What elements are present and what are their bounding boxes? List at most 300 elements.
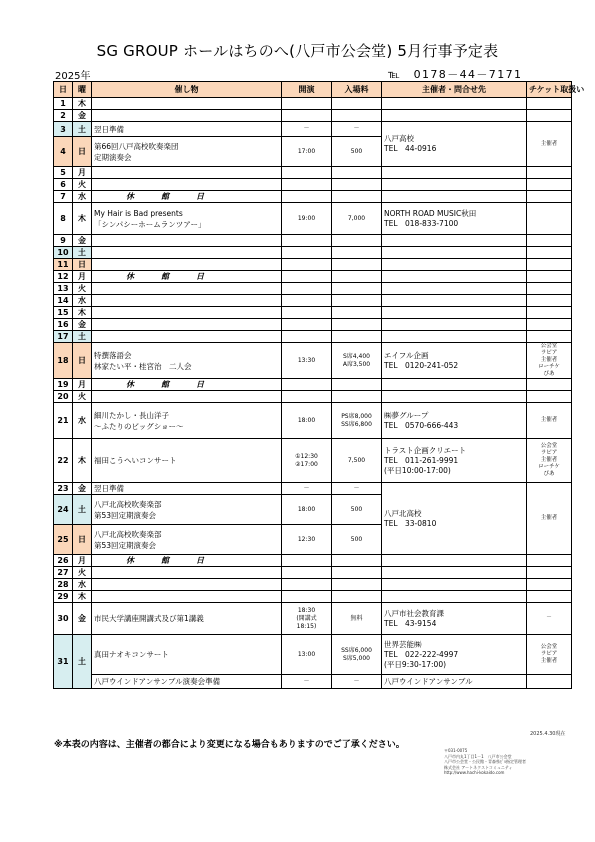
ticket-cell (527, 259, 572, 271)
event-cell-line: 八戸北高校吹奏楽部 (94, 529, 162, 539)
closed-label: 休館日 (92, 555, 282, 567)
weekday-cell: 火 (73, 179, 92, 191)
day-cell: 19 (54, 379, 73, 391)
admission-cell (332, 439, 382, 483)
organizer-cell-line: TEL 011-261-9991 (384, 455, 459, 465)
admission-cell (332, 98, 382, 110)
table-row (54, 235, 572, 247)
day-cell: 9 (54, 235, 73, 247)
header-event: 催し物 (92, 82, 282, 98)
venue-phone: ℡ 0178－44－7171 (388, 68, 523, 81)
ticket-cell (527, 343, 572, 379)
table-row (54, 191, 572, 203)
day-cell: 11 (54, 259, 73, 271)
start-time-cell-line: (開講式 (296, 614, 317, 622)
start-time-cell (282, 603, 332, 635)
header-admission: 入場料 (332, 82, 382, 98)
day-cell: 1 (54, 98, 73, 110)
ticket-cell-line: 主催者 (540, 457, 558, 463)
admission-cell (332, 122, 382, 137)
event-cell-line: ～ふたりのビッグショー～ (94, 421, 184, 431)
event-cell (92, 525, 282, 555)
event-cell-line: 定期演奏会 (94, 152, 132, 162)
day-cell: 15 (54, 307, 73, 319)
weekday-cell: 日 (73, 137, 92, 167)
ticket-cell-line: 主催者 (540, 417, 558, 423)
event-cell (92, 603, 282, 635)
start-time-cell (282, 259, 332, 271)
organizer-cell (382, 675, 527, 689)
weekday-cell: 水 (73, 403, 92, 439)
admission-cell (332, 495, 382, 525)
admission-cell (332, 555, 382, 567)
organizer-cell (382, 319, 527, 331)
admission-cell-line: － (353, 677, 360, 685)
table-row (54, 579, 572, 591)
header-day: 日 (54, 82, 73, 98)
organizer-cell (382, 191, 527, 203)
event-cell-line: 真田ナオキコンサート (94, 650, 169, 659)
start-time-cell (282, 331, 332, 343)
weekday-cell: 土 (73, 635, 92, 689)
start-time-cell (282, 483, 332, 495)
event-cell-line: 福田こうへいコンサート (94, 456, 177, 465)
day-cell: 26 (54, 555, 73, 567)
organizer-cell (382, 203, 527, 235)
organizer-cell-line: (平日9:30-17:00) (384, 659, 447, 669)
admission-cell-line: SS席6,800 (341, 420, 372, 428)
start-time-cell (282, 319, 332, 331)
organizer-cell (382, 603, 527, 635)
ticket-cell-line: 主催者 (540, 140, 558, 147)
start-time-cell (282, 555, 332, 567)
header-weekday: 曜 (73, 82, 92, 98)
day-cell: 22 (54, 439, 73, 483)
start-time-cell (282, 137, 332, 167)
weekday-cell: 木 (73, 98, 92, 110)
start-time-cell (282, 191, 332, 203)
day-cell: 17 (54, 331, 73, 343)
weekday-cell: 金 (73, 319, 92, 331)
organizer-cell (382, 167, 527, 179)
admission-cell-line: A席3,500 (342, 360, 371, 368)
event-cell (92, 259, 282, 271)
start-time-cell (282, 379, 332, 391)
header-organizer: 主催者・問合せ先 (382, 82, 527, 98)
start-time-cell (282, 167, 332, 179)
event-cell (92, 403, 282, 439)
start-time-cell (282, 247, 332, 259)
admission-cell (332, 319, 382, 331)
start-time-cell-line: － (303, 677, 310, 685)
admission-cell (332, 403, 382, 439)
table-row (54, 98, 572, 110)
closed-label: 休館日 (92, 379, 282, 391)
table-row (54, 675, 572, 689)
organizer-cell (382, 591, 527, 603)
start-time-cell (282, 675, 332, 689)
admission-cell-line: S席5,000 (343, 654, 370, 662)
organizer-cell (382, 283, 527, 295)
event-cell (92, 331, 282, 343)
event-cell-line: 細川たかし・長山洋子 (94, 410, 169, 420)
start-time-cell (282, 591, 332, 603)
header-ticket: チケット取扱い (527, 82, 572, 98)
day-cell: 25 (54, 525, 73, 555)
day-cell: 30 (54, 603, 73, 635)
weekday-cell: 日 (73, 259, 92, 271)
admission-cell (332, 110, 382, 122)
organizer-cell (382, 259, 527, 271)
ticket-cell-line: ラピア (540, 651, 558, 657)
day-cell: 16 (54, 319, 73, 331)
organizer-cell (382, 567, 527, 579)
admission-cell (332, 591, 382, 603)
table-row (54, 555, 572, 567)
event-cell (92, 319, 282, 331)
organizer-cell (382, 179, 527, 191)
event-cell-line: 第53回定期演奏会 (94, 540, 157, 550)
admission-cell-line: 7,000 (347, 214, 366, 222)
weekday-cell: 土 (73, 495, 92, 525)
organizer-cell (382, 379, 527, 391)
event-cell (92, 675, 282, 689)
weekday-cell: 木 (73, 307, 92, 319)
day-cell: 6 (54, 179, 73, 191)
start-time-cell (282, 295, 332, 307)
ticket-cell (527, 247, 572, 259)
ticket-cell (527, 439, 572, 483)
ticket-cell (527, 331, 572, 343)
event-cell (92, 591, 282, 603)
event-cell (92, 167, 282, 179)
ticket-cell (527, 122, 572, 167)
admission-cell (332, 525, 382, 555)
ticket-cell-line: 公会堂 (540, 343, 558, 349)
event-cell-line: 八戸ウインドアンサンブル演奏会準備 (94, 677, 221, 686)
weekday-cell: 火 (73, 567, 92, 579)
ticket-cell (527, 403, 572, 439)
admission-cell (332, 343, 382, 379)
day-cell: 31 (54, 635, 73, 689)
ticket-cell-line: 主催者 (540, 357, 558, 363)
day-cell: 12 (54, 271, 73, 283)
start-time-cell (282, 110, 332, 122)
start-time-cell (282, 579, 332, 591)
admission-cell (332, 271, 382, 283)
organizer-cell (382, 391, 527, 403)
admission-cell (332, 191, 382, 203)
start-time-cell (282, 403, 332, 439)
admission-cell-line: 500 (350, 505, 363, 513)
ticket-cell (527, 591, 572, 603)
organizer-cell-line: TEL 43-9154 (384, 618, 437, 628)
event-cell (92, 495, 282, 525)
admission-cell (332, 307, 382, 319)
start-time-cell-line: 18:00 (297, 416, 316, 424)
ticket-cell (527, 110, 572, 122)
organizer-cell-line: TEL 0120-241-052 (384, 360, 459, 370)
table-row (54, 259, 572, 271)
weekday-cell: 金 (73, 110, 92, 122)
event-cell (92, 483, 282, 495)
event-cell-line: 第53回定期演奏会 (94, 510, 157, 520)
admission-cell (332, 295, 382, 307)
ticket-cell (527, 555, 572, 567)
admission-cell-line: S席4,400 (343, 352, 370, 360)
event-cell-line: 翌日準備 (94, 124, 124, 134)
admission-cell (332, 179, 382, 191)
table-row (54, 379, 572, 391)
event-cell (92, 579, 282, 591)
organizer-cell (382, 331, 527, 343)
table-row (54, 483, 572, 495)
organizer-cell-line: 世界芸能㈱ (384, 639, 422, 649)
weekday-cell: 土 (73, 122, 92, 137)
organizer-cell-line: エイフル企画 (384, 350, 429, 360)
ticket-cell-line: 公会堂 (540, 443, 558, 449)
start-time-cell (282, 179, 332, 191)
ticket-cell (527, 483, 572, 555)
ticket-cell-line: 公会堂 (540, 644, 558, 650)
weekday-cell: 月 (73, 167, 92, 179)
start-time-cell-line: ①12:30 (295, 452, 318, 460)
page-title: SG GROUP ホールはちのへ(八戸市公会堂) 5月行事予定表 (96, 42, 499, 60)
organizer-cell (382, 483, 527, 555)
organizer-cell-line: トラスト企画クリエート (384, 445, 467, 455)
organizer-cell (382, 343, 527, 379)
weekday-cell: 木 (73, 439, 92, 483)
day-cell: 10 (54, 247, 73, 259)
organizer-cell-line: TEL 0570-666-443 (384, 420, 459, 430)
table-row (54, 591, 572, 603)
event-cell (92, 203, 282, 235)
table-row (54, 403, 572, 439)
disclaimer-note: ※本表の内容は、主催者の都合により変更になる場合もありますのでご了承ください。 (54, 740, 405, 750)
table-row (54, 307, 572, 319)
admission-cell (332, 259, 382, 271)
start-time-cell (282, 271, 332, 283)
start-time-cell (282, 98, 332, 110)
ticket-cell (527, 167, 572, 179)
weekday-cell: 水 (73, 295, 92, 307)
start-time-cell-line: 18:15) (296, 622, 317, 630)
admission-cell (332, 331, 382, 343)
header-start-time: 開演 (282, 82, 332, 98)
table-row (54, 110, 572, 122)
event-cell-line: 第66回八戸高校吹奏楽団 (94, 141, 179, 151)
start-time-cell (282, 495, 332, 525)
weekday-cell: 金 (73, 483, 92, 495)
ticket-cell (527, 567, 572, 579)
start-time-cell-line: － (303, 484, 310, 492)
start-time-cell-line: ②17:00 (295, 460, 318, 468)
footer-line: 株式会社 アートネクストコミュニティ (444, 764, 513, 770)
weekday-cell: 日 (73, 525, 92, 555)
start-time-cell (282, 283, 332, 295)
start-time-cell-line: － (303, 125, 310, 132)
day-cell: 20 (54, 391, 73, 403)
admission-cell-line: SS席6,000 (341, 646, 372, 654)
ticket-cell (527, 319, 572, 331)
organizer-cell (382, 307, 527, 319)
event-cell (92, 439, 282, 483)
ticket-cell (527, 307, 572, 319)
as-of-date: 2025.4.30現在 (530, 731, 566, 737)
ticket-cell-line: ラピア (540, 350, 558, 356)
ticket-cell (527, 295, 572, 307)
admission-cell (332, 567, 382, 579)
start-time-cell (282, 567, 332, 579)
organizer-cell (382, 403, 527, 439)
start-time-cell (282, 343, 332, 379)
table-row (54, 319, 572, 331)
ticket-cell-line: ぴあ (543, 371, 555, 377)
day-cell: 7 (54, 191, 73, 203)
table-row (54, 343, 572, 379)
table-row (54, 567, 572, 579)
day-cell: 23 (54, 483, 73, 495)
start-time-cell-line: 13:00 (297, 650, 316, 658)
event-cell (92, 307, 282, 319)
admission-cell (332, 483, 382, 495)
event-cell (92, 391, 282, 403)
day-cell: 24 (54, 495, 73, 525)
ticket-cell (527, 98, 572, 110)
weekday-cell: 月 (73, 271, 92, 283)
admission-cell (332, 203, 382, 235)
ticket-cell-line: ぴあ (543, 471, 555, 477)
table-row (54, 247, 572, 259)
table-row (54, 603, 572, 635)
day-cell: 18 (54, 343, 73, 379)
table-row (54, 331, 572, 343)
organizer-cell-line: TEL 33-0810 (384, 518, 437, 528)
start-time-cell (282, 122, 332, 137)
ticket-cell-line: － (546, 615, 552, 621)
organizer-cell-line: TEL 44-0916 (384, 144, 437, 153)
ticket-cell (527, 391, 572, 403)
ticket-cell (527, 203, 572, 235)
event-cell-line: My Hair is Bad presents (94, 208, 183, 218)
weekday-cell: 火 (73, 391, 92, 403)
ticket-cell (527, 179, 572, 191)
table-row (54, 122, 572, 137)
footer-line: 八戸市内丸1丁目1－1 八戸市公会堂 (444, 753, 512, 759)
event-cell (92, 343, 282, 379)
closed-label: 休館日 (92, 271, 282, 283)
table-row (54, 271, 572, 283)
day-cell: 4 (54, 137, 73, 167)
admission-cell (332, 603, 382, 635)
event-cell (92, 295, 282, 307)
admission-cell (332, 167, 382, 179)
event-cell (92, 122, 282, 137)
day-cell: 21 (54, 403, 73, 439)
weekday-cell: 月 (73, 555, 92, 567)
weekday-cell: 月 (73, 379, 92, 391)
event-cell (92, 110, 282, 122)
table-row (54, 203, 572, 235)
admission-cell (332, 283, 382, 295)
event-cell (92, 283, 282, 295)
table-row (54, 283, 572, 295)
admission-cell-line: 7,500 (347, 456, 366, 464)
event-cell (92, 179, 282, 191)
ticket-cell (527, 635, 572, 675)
table-row (54, 635, 572, 675)
admission-cell (332, 391, 382, 403)
year-label: 2025年 (55, 71, 91, 82)
weekday-cell: 木 (73, 591, 92, 603)
day-cell: 8 (54, 203, 73, 235)
organizer-cell-line: TEL 022-222-4997 (384, 649, 459, 659)
event-cell-line: 「シンパシーホームランツアー」 (94, 219, 206, 229)
admission-cell (332, 379, 382, 391)
table-row (54, 295, 572, 307)
ticket-cell (527, 283, 572, 295)
admission-cell (332, 579, 382, 591)
start-time-cell (282, 391, 332, 403)
event-cell-line: 林家たい平・桂宮治 二人会 (94, 361, 192, 371)
weekday-cell: 金 (73, 603, 92, 635)
event-cell (92, 567, 282, 579)
table-row (54, 439, 572, 483)
organizer-cell (382, 122, 527, 167)
ticket-cell (527, 379, 572, 391)
event-cell-line: 特撰落語会 (94, 350, 132, 360)
weekday-cell: 木 (73, 203, 92, 235)
event-cell (92, 635, 282, 675)
start-time-cell (282, 635, 332, 675)
start-time-cell-line: 12:30 (297, 535, 316, 543)
ticket-cell-line: ローチケ (538, 364, 560, 370)
start-time-cell-line: 17:00 (297, 147, 316, 155)
admission-cell-line: － (353, 125, 360, 132)
event-cell-line: 八戸北高校吹奏楽部 (94, 499, 162, 509)
event-cell (92, 137, 282, 167)
start-time-cell-line: 19:00 (297, 214, 316, 222)
event-cell-line: 市民大学講座開講式及び第1講義 (94, 614, 204, 623)
day-cell: 14 (54, 295, 73, 307)
organizer-cell (382, 247, 527, 259)
ticket-cell (527, 271, 572, 283)
event-cell (92, 98, 282, 110)
start-time-cell (282, 203, 332, 235)
table-row (54, 179, 572, 191)
start-time-cell (282, 307, 332, 319)
admission-cell-line: － (353, 484, 360, 492)
day-cell: 28 (54, 579, 73, 591)
organizer-cell (382, 635, 527, 675)
event-cell (92, 247, 282, 259)
organizer-cell (382, 235, 527, 247)
ticket-cell-line: 主催者 (540, 658, 558, 664)
organizer-cell-line: 八戸ウインドアンサンブル (384, 676, 473, 686)
admission-cell-line: 500 (350, 147, 363, 155)
organizer-cell-line: 八戸北高校 (384, 508, 422, 518)
footer-line: 八戸市公会堂・公民館・青森県ﾋﾞﾙ指定管理者 (444, 759, 526, 764)
weekday-cell: 水 (73, 579, 92, 591)
start-time-cell-line: 18:30 (297, 606, 316, 614)
organizer-cell (382, 271, 527, 283)
organizer-cell-line: 八戸高校 (384, 134, 414, 143)
ticket-cell-line: ラピア (540, 450, 558, 456)
weekday-cell: 日 (73, 343, 92, 379)
day-cell: 5 (54, 167, 73, 179)
footer-line: http://www.hachi-kokaido.com (444, 770, 505, 775)
start-time-cell (282, 235, 332, 247)
